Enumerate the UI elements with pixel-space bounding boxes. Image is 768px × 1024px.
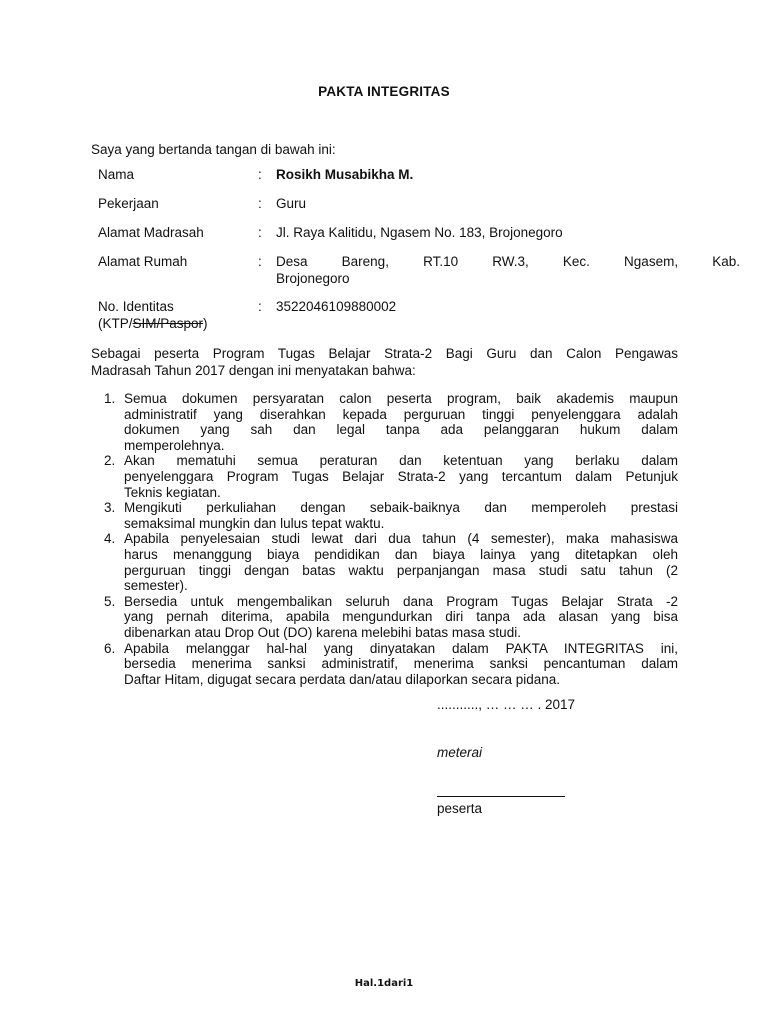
- list-item-line: harus menanggung biaya pendidikan dan biaya lainya yang ditetapkan oleh: [124, 546, 678, 562]
- list-item: [104, 594, 678, 641]
- list-item-number: 5.: [104, 593, 116, 609]
- identity-label: Pekerjaan: [98, 196, 159, 211]
- identity-value: Guru: [276, 196, 307, 211]
- list-item-number: 2.: [104, 453, 116, 469]
- list-item-number: 4.: [104, 531, 116, 547]
- label-strikethrough: SIM/Paspor: [132, 316, 204, 331]
- list-item-line: Teknis kegiatan.: [124, 484, 221, 500]
- identity-value-line: Desa Bareng, RT.10 RW.3, Kec. Ngasem, Kab.: [276, 254, 740, 269]
- list-item-line: semester).: [124, 578, 188, 594]
- list-item-line: yang pernah diterima, apabila mengundurkan diri tanpa ada alasan yang bisa: [124, 609, 678, 625]
- intro-text: Saya yang bertanda tangan di bawah ini:: [91, 142, 336, 157]
- list-item-number: 3.: [104, 500, 116, 516]
- list-item: [104, 641, 678, 688]
- identity-value: Rosikh Musabikha M.: [276, 167, 414, 182]
- list-item-text: [124, 531, 678, 593]
- identity-label: Alamat Rumah: [98, 254, 188, 269]
- colon: :: [258, 254, 262, 269]
- list-item-line: Akan mematuhi semua peraturan dan ketentuan yang berlaku dalam: [124, 453, 678, 469]
- list-item-line: Daftar Hitam, digugat secara perdata dan/atau dilaporkan secara pidana.: [124, 671, 561, 687]
- list-item-line: penyelenggara Program Tugas Belajar Strata-2 yang tercantum dalam Petunjuk: [124, 468, 678, 484]
- signature-date: ..........., … … … . 2017: [437, 697, 576, 712]
- statement-paragraph: [91, 346, 678, 379]
- list-item-line: administratif yang diserahkan kepada perguruan tinggi penyelenggara adalah: [124, 406, 678, 422]
- list-item-line: Apabila penyelesaian studi lewat dari dua tahun (4 semester), maka mahasiswa: [124, 531, 678, 547]
- signature-line: [437, 796, 565, 797]
- list-item-text: [124, 453, 678, 500]
- list-item: [104, 453, 678, 500]
- identity-label: Alamat Madrasah: [98, 225, 204, 240]
- list-item: [104, 531, 678, 593]
- identity-value: [276, 253, 740, 287]
- identity-label: [98, 298, 258, 332]
- label-suffix: ): [203, 316, 208, 331]
- identity-label-line: No. Identitas: [98, 299, 174, 314]
- identity-value-line: Brojonegoro: [276, 271, 350, 286]
- identity-value: 3522046109880002: [276, 299, 397, 314]
- list-item-line: Apabila melanggar hal-hal yang dinyatakan dalam PAKTA INTEGRITAS ini,: [124, 640, 678, 656]
- list-item-line: memperolehnya.: [124, 437, 225, 453]
- statement-line: Sebagai peserta Program Tugas Belajar Strata-2 Bagi Guru dan Calon Pengawas: [91, 346, 678, 361]
- document-title: PAKTA INTEGRITAS: [318, 84, 450, 99]
- page-footer: Hal.1dari1: [354, 978, 414, 989]
- colon: :: [258, 196, 262, 211]
- list-item-line: Semua dokumen persyaratan calon peserta program, baik akademis maupun: [124, 391, 678, 406]
- list-item-text: [124, 594, 678, 641]
- list-item-line: dokumen yang sah dan legal tanpa ada pelanggaran hukum dalam: [124, 422, 678, 438]
- list-item-number: 6.: [104, 640, 116, 656]
- list-item-number: 1.: [104, 391, 116, 406]
- list-item: [104, 500, 678, 531]
- identity-value: Jl. Raya Kalitidu, Ngasem No. 183, Brojonegoro: [276, 225, 563, 240]
- statement-list: [104, 391, 678, 687]
- list-item-line: dibenarkan atau Drop Out (DO) karena melebihi batas masa studi.: [124, 624, 521, 640]
- stamp-label: meterai: [437, 745, 483, 760]
- identity-label: Nama: [98, 167, 135, 182]
- list-item-line: Mengikuti perkuliahan dengan sebaik-baiknya dan memperoleh prestasi: [124, 500, 678, 516]
- list-item-line: perguruan tinggi dengan batas waktu perpanjangan masa studi satu tahun (2: [124, 562, 678, 578]
- signer-role: peserta: [437, 801, 483, 816]
- list-item-line: bersedia menerima sanksi administratif, menerima sanksi pencantuman dalam: [124, 656, 678, 672]
- list-item-text: [124, 391, 678, 453]
- list-item-line: semaksimal mungkin dan lulus tepat waktu.: [124, 515, 385, 531]
- colon: :: [258, 225, 262, 240]
- identity-label-line: [98, 315, 258, 332]
- colon: :: [258, 299, 262, 314]
- list-item: [104, 391, 678, 453]
- list-item-line: Bersedia untuk mengembalikan seluruh dana Program Tugas Belajar Strata -2: [124, 593, 678, 609]
- colon: :: [258, 167, 262, 182]
- list-item-text: [124, 500, 678, 531]
- label-prefix: (KTP/: [98, 316, 133, 331]
- list-item-text: [124, 641, 678, 688]
- statement-line: Madrasah Tahun 2017 dengan ini menyatakan bahwa:: [91, 362, 416, 378]
